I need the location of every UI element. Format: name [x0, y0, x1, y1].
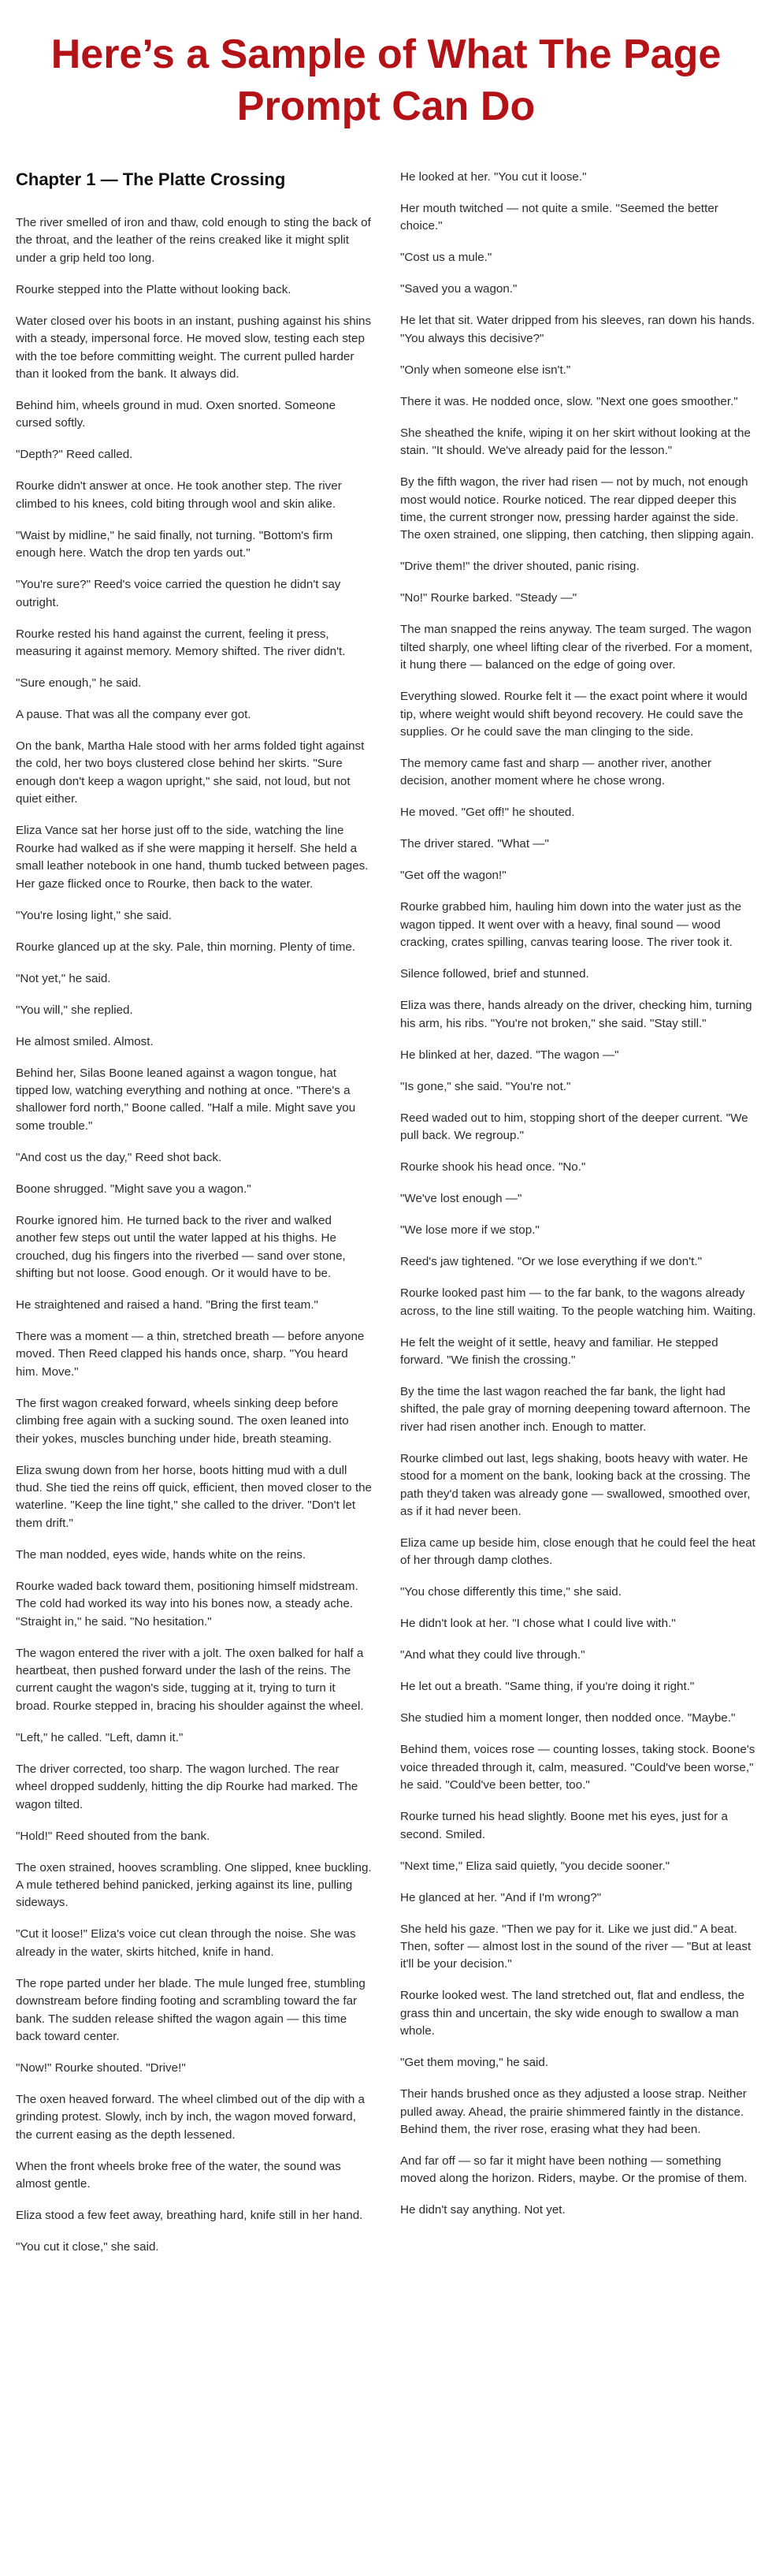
left-column [16, 169, 372, 2270]
story-paragraph: He didn't say anything. Not yet. [400, 2203, 566, 2217]
story-paragraph: There it was. He nodded once, slow. "Next one goes smoother." [400, 394, 738, 408]
story-paragraph: The rope parted under her blade. The mule lunged free, stumbling downstream before finding footing and scrambling toward the far bank. The sudden release shifted the wagon again — this time back toward center. [16, 1976, 366, 2044]
story-paragraph: "Only when someone else isn't." [400, 363, 571, 377]
story-paragraph: Rourke ignored him. He turned back to the river and walked another few steps out until the water lapped at his thighs. He crouched, dug his fingers into the riverbed — sand over stone, shifting but not loose. Good enough. Or it would have to be. [16, 1213, 346, 1280]
story-paragraph: Eliza swung down from her horse, boots hitting mud with a dull thud. She tied the reins off quick, efficient, then moved closer to the waterline. "Keep the line tight," she called to the driver. "Don't let them drift." [16, 1463, 372, 1530]
story-paragraph: Rourke didn't answer at once. He took another step. The river climbed to his knees, cold biting through wool and skin alike. [16, 479, 342, 511]
story-paragraph: "Left," he called. "Left, damn it." [16, 1730, 184, 1744]
story-paragraph: He let out a breath. "Same thing, if you're doing it right." [400, 1680, 695, 1694]
story-paragraph: "Next time," Eliza said quietly, "you decide sooner." [400, 1859, 670, 1873]
story-paragraph: By the time the last wagon reached the far bank, the light had shifted, the pale gray of morning deepening toward afternoon. The river had risen another inch. Enough to matter. [400, 1384, 751, 1434]
story-paragraph: The driver stared. "What —" [400, 837, 549, 851]
story-paragraph: "We've lost enough —" [400, 1192, 522, 1206]
story-paragraph: The wagon entered the river with a jolt. The oxen balked for half a heartbeat, then pushed forward under the lash of the reins. The current caught the wagon's side, tugging at it, trying to turn it broad. Rourke stepped in, bracing his shoulder against the wheel. [16, 1646, 364, 1713]
story-paragraph: "Cut it loose!" Eliza's voice cut clean through the noise. She was already in the water, skirts hitched, knife in hand. [16, 1927, 356, 1959]
story-paragraph: "Drive them!" the driver shouted, panic rising. [400, 560, 640, 574]
story-paragraph: Reed waded out to him, stopping short of the deeper current. "We pull back. We regroup." [400, 1111, 748, 1143]
story-paragraph: Eliza was there, hands already on the driver, checking him, turning his arm, his ribs. "You're not broken," she said. "Stay still." [400, 999, 752, 1030]
story-paragraph: She studied him a moment longer, then nodded once. "Maybe." [400, 1711, 736, 1725]
story-paragraph: Behind them, voices rose — counting losses, taking stock. Boone's voice threaded through it, calm, measured. "Could've been worse," he said. "Could've been better, too." [400, 1743, 755, 1792]
story-paragraph: Boone shrugged. "Might save you a wagon." [16, 1182, 251, 1196]
story-paragraph: Rourke stepped into the Platte without looking back. [16, 282, 291, 296]
story-paragraph: The oxen heaved forward. The wheel climbed out of the dip with a grinding protest. Slowly, inch by inch, the wagon moved forward, the current easing as the depth lessened. [16, 2093, 365, 2142]
story-paragraph: "Cost us a mule." [400, 251, 492, 265]
story-paragraph: Water closed over his boots in an instant, pushing against his shins with a steady, impersonal force. He moved slow, testing each step with the toe before committing weight. The current pulled harder than it looked from the bank. It always did. [16, 314, 372, 382]
story-paragraph: "Get off the wagon!" [400, 869, 507, 883]
story-paragraph: Eliza came up beside him, close enough that he could feel the heat of her through damp clothes. [400, 1536, 755, 1568]
story-paragraph: She held his gaze. "Then we pay for it. Like we just did." A beat. Then, softer — almost lost in the sound of the river — "But at least it'll be your decision." [400, 1922, 752, 1971]
story-paragraph: He glanced at her. "And if I'm wrong?" [400, 1890, 602, 1904]
story-paragraph: Her mouth twitched — not quite a smile. "Seemed the better choice." [400, 202, 718, 233]
story-paragraph: "You chose differently this time," she said. [400, 1585, 622, 1599]
story-paragraph: Rourke shook his head once. "No." [400, 1160, 586, 1174]
story-paragraph: Reed's jaw tightened. "Or we lose everything if we don't." [400, 1255, 702, 1269]
story-paragraph: "Get them moving," he said. [400, 2056, 549, 2070]
page-headline: Here’s a Sample of What The Page Prompt Can Do [50, 32, 722, 129]
story-paragraph: Rourke climbed out last, legs shaking, boots heavy with water. He stood for a moment on the bank, looking back at the crossing. The path they'd taken was already gone — swallowed, smoothed over, as if it had never been. [400, 1451, 751, 1518]
story-paragraph: "Waist by midline," he said finally, not turning. "Bottom's firm enough here. Watch the drop ten yards out." [16, 528, 333, 560]
story-paragraph: The driver corrected, too sharp. The wagon lurched. The rear wheel dropped suddenly, hitting the dip Rourke had marked. The wagon tilted. [16, 1762, 358, 1811]
story-paragraph: The man nodded, eyes wide, hands white on the reins. [16, 1547, 306, 1562]
story-paragraph: The river smelled of iron and thaw, cold enough to sting the back of the throat, and the leather of the reins creaked like it might split under a grip held too long. [16, 216, 371, 265]
story-paragraph: On the bank, Martha Hale stood with her arms folded tight against the cold, her two boys clustered close behind her skirts. "Sure enough don't keep a wagon upright," she said, not loud, but not quiet either. [16, 739, 365, 806]
story-paragraph: He felt the weight of it settle, heavy and familiar. He stepped forward. "We finish the crossing." [400, 1335, 718, 1367]
chapter-title: Chapter 1 — The Platte Crossing [16, 169, 286, 189]
story-paragraph: Rourke waded back toward them, positioning himself midstream. The cold had worked its way into his bones now, a steady ache. "Straight in," he said. "No hesitation." [16, 1579, 358, 1629]
story-columns [16, 169, 756, 2270]
story-paragraph: "You cut it close," she said. [16, 2240, 159, 2254]
story-paragraph: He didn't look at her. "I chose what I could live with." [400, 1617, 676, 1631]
story-paragraph: And far off — so far it might have been nothing — something moved along the horizon. Riders, maybe. Or the promise of them. [400, 2154, 748, 2186]
story-paragraph: "Saved you a wagon." [400, 282, 518, 296]
story-paragraph: "Hold!" Reed shouted from the bank. [16, 1829, 210, 1843]
story-paragraph: Behind him, wheels ground in mud. Oxen snorted. Someone cursed softly. [16, 399, 336, 430]
story-paragraph: Rourke glanced up at the sky. Pale, thin morning. Plenty of time. [16, 940, 356, 954]
story-paragraph: "Not yet," he said. [16, 971, 111, 985]
story-paragraph: "You're losing light," she said. [16, 908, 173, 922]
story-paragraph: He let that sit. Water dripped from his sleeves, ran down his hands. "You always this decisive?" [400, 314, 755, 345]
story-paragraph: He blinked at her, dazed. "The wagon —" [400, 1048, 619, 1062]
story-paragraph: "We lose more if we stop." [400, 1223, 540, 1238]
story-paragraph: The memory came fast and sharp — another river, another decision, another moment where he chose wrong. [400, 757, 712, 788]
right-column [400, 169, 756, 2270]
story-paragraph: The oxen strained, hooves scrambling. One slipped, knee buckling. A mule tethered behind panicked, jerking against its line, pulling sideways. [16, 1860, 372, 1910]
story-paragraph: By the fifth wagon, the river had risen — not by much, not enough most would notice. Rourke noticed. The rear dipped deeper this time, the current stronger now, pressing harder against the side. The oxen strained, one slipping, then catching, then slipping again. [400, 475, 755, 542]
story-paragraph: Everything slowed. Rourke felt it — the exact point where it would tip, where weight would shift beyond recovery. He could save the supplies. Or he could save the man clinging to the side. [400, 690, 748, 739]
story-paragraph: "And cost us the day," Reed shot back. [16, 1150, 222, 1164]
story-paragraph: "Sure enough," he said. [16, 676, 142, 691]
story-paragraph: He looked at her. "You cut it loose." [400, 170, 587, 184]
story-paragraph: "You will," she replied. [16, 1003, 133, 1017]
story-paragraph: Rourke turned his head slightly. Boone met his eyes, just for a second. Smiled. [400, 1810, 728, 1841]
story-paragraph: He straightened and raised a hand. "Bring the first team." [16, 1297, 318, 1312]
story-paragraph: Rourke rested his hand against the current, feeling it press, measuring it against memory. Memory shifted. The river didn't. [16, 627, 346, 659]
story-paragraph: A pause. That was all the company ever got. [16, 708, 251, 722]
story-paragraph: When the front wheels broke free of the water, the sound was almost gentle. [16, 2159, 341, 2191]
story-paragraph: "And what they could live through." [400, 1648, 585, 1662]
story-paragraph: Their hands brushed once as they adjusted a loose strap. Neither pulled away. Ahead, the prairie shimmered faintly in the distance. Behind them, the river rose, erasing what they had been. [400, 2087, 747, 2136]
story-paragraph: Eliza Vance sat her horse just off to the side, watching the line Rourke had walked as if she were mapping it herself. She held a small leather notebook in one hand, thumb tucked between pages. Her gaze flicked once to Rourke, then back to the water. [16, 824, 369, 891]
story-paragraph: Silence followed, brief and stunned. [400, 967, 589, 981]
story-paragraph: "No!" Rourke barked. "Steady —" [400, 591, 577, 605]
story-paragraph: He almost smiled. Almost. [16, 1034, 154, 1048]
story-paragraph: She sheathed the knife, wiping it on her skirt without looking at the stain. "It should. We've already paid for the lesson." [400, 426, 751, 458]
story-paragraph: Eliza stood a few feet away, breathing hard, knife still in her hand. [16, 2209, 363, 2223]
story-paragraph: "Depth?" Reed called. [16, 448, 133, 462]
story-paragraph: Rourke looked west. The land stretched out, flat and endless, the grass thin and uncertain, the sky wide enough to swallow a man whole. [400, 1989, 745, 2038]
story-paragraph: He moved. "Get off!" he shouted. [400, 806, 575, 820]
story-paragraph: "You're sure?" Reed's voice carried the question he didn't say outright. [16, 578, 341, 609]
story-paragraph: Behind her, Silas Boone leaned against a wagon tongue, hat tipped low, watching everything and nothing at once. "There's a shallower ford north," Boone called. "Half a mile. Might save you some trouble." [16, 1066, 356, 1133]
story-paragraph: Rourke grabbed him, hauling him down into the water just as the wagon tipped. It went over with a heavy, final sound — wood cracking, crates spilling, canvas tearing loose. The river took it. [400, 900, 742, 950]
story-paragraph: There was a moment — a thin, stretched breath — before anyone moved. Then Reed clapped his hands once, sharp. "You heard him. Move." [16, 1329, 365, 1379]
story-paragraph: The first wagon creaked forward, wheels sinking deep before climbing free again with a sucking sound. The oxen leaned into their yokes, muscles bunching under hide, breath steaming. [16, 1396, 349, 1446]
story-paragraph: "Now!" Rourke shouted. "Drive!" [16, 2061, 186, 2075]
story-paragraph: Rourke looked past him — to the far bank, to the wagons already across, to the line still waiting. To the people watching him. Waiting. [400, 1286, 756, 1318]
story-paragraph: "Is gone," she said. "You're not." [400, 1079, 571, 1093]
story-paragraph: The man snapped the reins anyway. The team surged. The wagon tilted sharply, one wheel lifting clear of the riverbed. For a moment, it hung there — balanced on the edge of going over. [400, 623, 753, 672]
